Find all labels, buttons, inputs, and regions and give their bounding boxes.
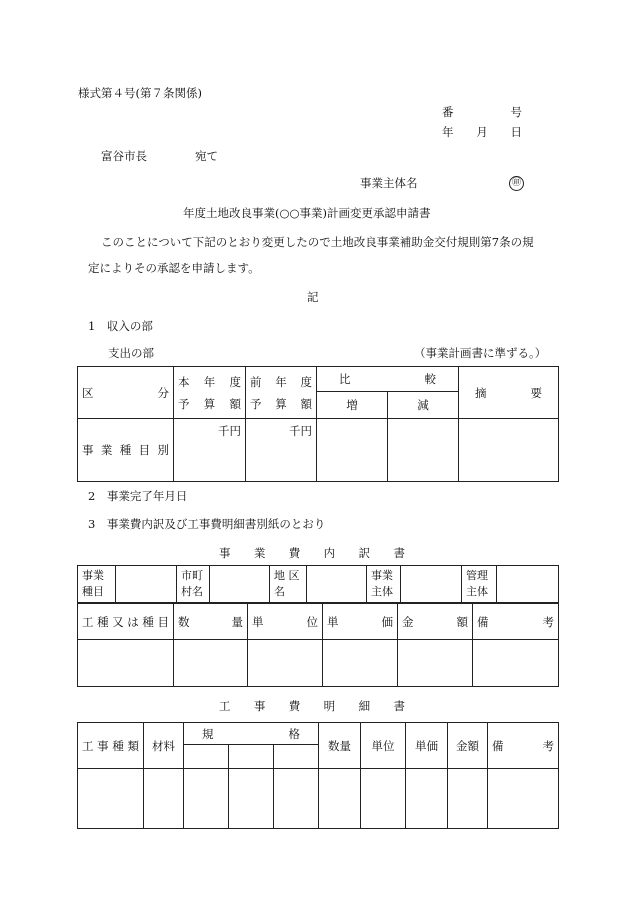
header-unit-price: 単 価 bbox=[323, 604, 398, 640]
header-previous-year-budget: 前 年 度 予 算 額 bbox=[246, 367, 317, 419]
cell-increase bbox=[317, 419, 388, 482]
cell bbox=[274, 769, 319, 829]
cell-quantity bbox=[174, 640, 248, 687]
header-amount: 金額 bbox=[448, 723, 488, 769]
label-management-entity: 管理 主体 bbox=[462, 566, 497, 603]
header-kubun: 区 分 bbox=[78, 367, 174, 419]
header-current-year-budget: 本 年 度 予 算 額 bbox=[174, 367, 246, 419]
header-unit: 単 位 bbox=[248, 604, 323, 640]
cell bbox=[406, 769, 448, 829]
breakdown-title: 事 業 費 内 訳 書 bbox=[219, 546, 405, 560]
breakdown-info-table bbox=[77, 565, 559, 603]
field-management-entity bbox=[497, 566, 559, 603]
header-qty: 数量 bbox=[319, 723, 361, 769]
applicant-label: 事業主体名 bbox=[360, 176, 418, 190]
header-specification: 規 格 bbox=[184, 723, 319, 745]
number-line: 番 号 bbox=[442, 105, 522, 119]
reference-note: （事業計画書に準ずる。） bbox=[414, 346, 547, 360]
section1-label: 1 収入の部 bbox=[88, 319, 153, 333]
seal-mark: ㊞ bbox=[509, 174, 524, 191]
document-title: 年度土地改良事業(○○事業)計画変更承認申請書 bbox=[183, 206, 431, 220]
header-unit-price: 単価 bbox=[406, 723, 448, 769]
field-municipality bbox=[210, 566, 270, 603]
row-label-project-type: 事 業 種 目 別 bbox=[78, 419, 174, 482]
breakdown-items-table bbox=[77, 603, 559, 687]
detail-title: 工 事 費 明 細 書 bbox=[219, 699, 405, 713]
header-decrease: 減 bbox=[388, 392, 459, 419]
header-notes: 備 考 bbox=[488, 723, 559, 769]
spec-sub-3 bbox=[274, 745, 319, 769]
cell bbox=[361, 769, 406, 829]
budget-table bbox=[77, 366, 559, 482]
date-line: 年 月 日 bbox=[442, 125, 522, 139]
header-construction-type: 工 事 種 類 bbox=[78, 723, 144, 769]
label-district: 地 区 名 bbox=[270, 566, 307, 603]
field-project-entity bbox=[401, 566, 462, 603]
cell-notes bbox=[473, 640, 559, 687]
header-work-type: 工 種 又 は 種 目 bbox=[78, 604, 174, 640]
cell-unit bbox=[248, 640, 323, 687]
form-number: 様式第４号(第７条関係) bbox=[78, 86, 202, 100]
cell bbox=[229, 769, 274, 829]
cell-remarks bbox=[459, 419, 559, 482]
header-material: 材料 bbox=[144, 723, 184, 769]
header-quantity: 数 量 bbox=[174, 604, 248, 640]
header-amount: 金 額 bbox=[398, 604, 473, 640]
section2-label: 2 事業完了年月日 bbox=[88, 489, 188, 503]
cell-amount bbox=[398, 640, 473, 687]
header-notes: 備 考 bbox=[473, 604, 559, 640]
label-project-type: 事業 種目 bbox=[78, 566, 116, 603]
spec-sub-1 bbox=[184, 745, 229, 769]
cell bbox=[488, 769, 559, 829]
section3-label: 3 事業費内訳及び工事費明細書別紙のとおり bbox=[88, 517, 326, 531]
header-unit: 単位 bbox=[361, 723, 406, 769]
cell-work-type bbox=[78, 640, 174, 687]
body-text-line1: このことについて下記のとおり変更したので土地改良事業補助金交付規則第7条の規 bbox=[101, 235, 534, 249]
label-project-entity: 事業 主体 bbox=[367, 566, 401, 603]
field-district bbox=[307, 566, 367, 603]
cell-unit-price bbox=[323, 640, 398, 687]
cell bbox=[448, 769, 488, 829]
expense-label: 支出の部 bbox=[108, 346, 154, 360]
spec-sub-2 bbox=[229, 745, 274, 769]
body-text-line2: 定によりその承認を申請します。 bbox=[88, 261, 260, 275]
unit-thousand-yen-1: 千円 bbox=[174, 419, 246, 482]
header-remarks: 摘 要 bbox=[459, 367, 559, 419]
addressee-name: 富谷市長 bbox=[101, 149, 147, 163]
cell-decrease bbox=[388, 419, 459, 482]
unit-thousand-yen-2: 千円 bbox=[246, 419, 317, 482]
header-comparison: 比 較 bbox=[317, 367, 459, 392]
label-municipality: 市町 村名 bbox=[177, 566, 210, 603]
cell bbox=[184, 769, 229, 829]
header-increase: 増 bbox=[317, 392, 388, 419]
cell bbox=[78, 769, 144, 829]
addressee-suffix: 宛て bbox=[195, 149, 218, 163]
detail-table bbox=[77, 722, 559, 829]
cell bbox=[144, 769, 184, 829]
ki-heading: 記 bbox=[307, 290, 319, 304]
cell bbox=[319, 769, 361, 829]
field-project-type bbox=[116, 566, 177, 603]
